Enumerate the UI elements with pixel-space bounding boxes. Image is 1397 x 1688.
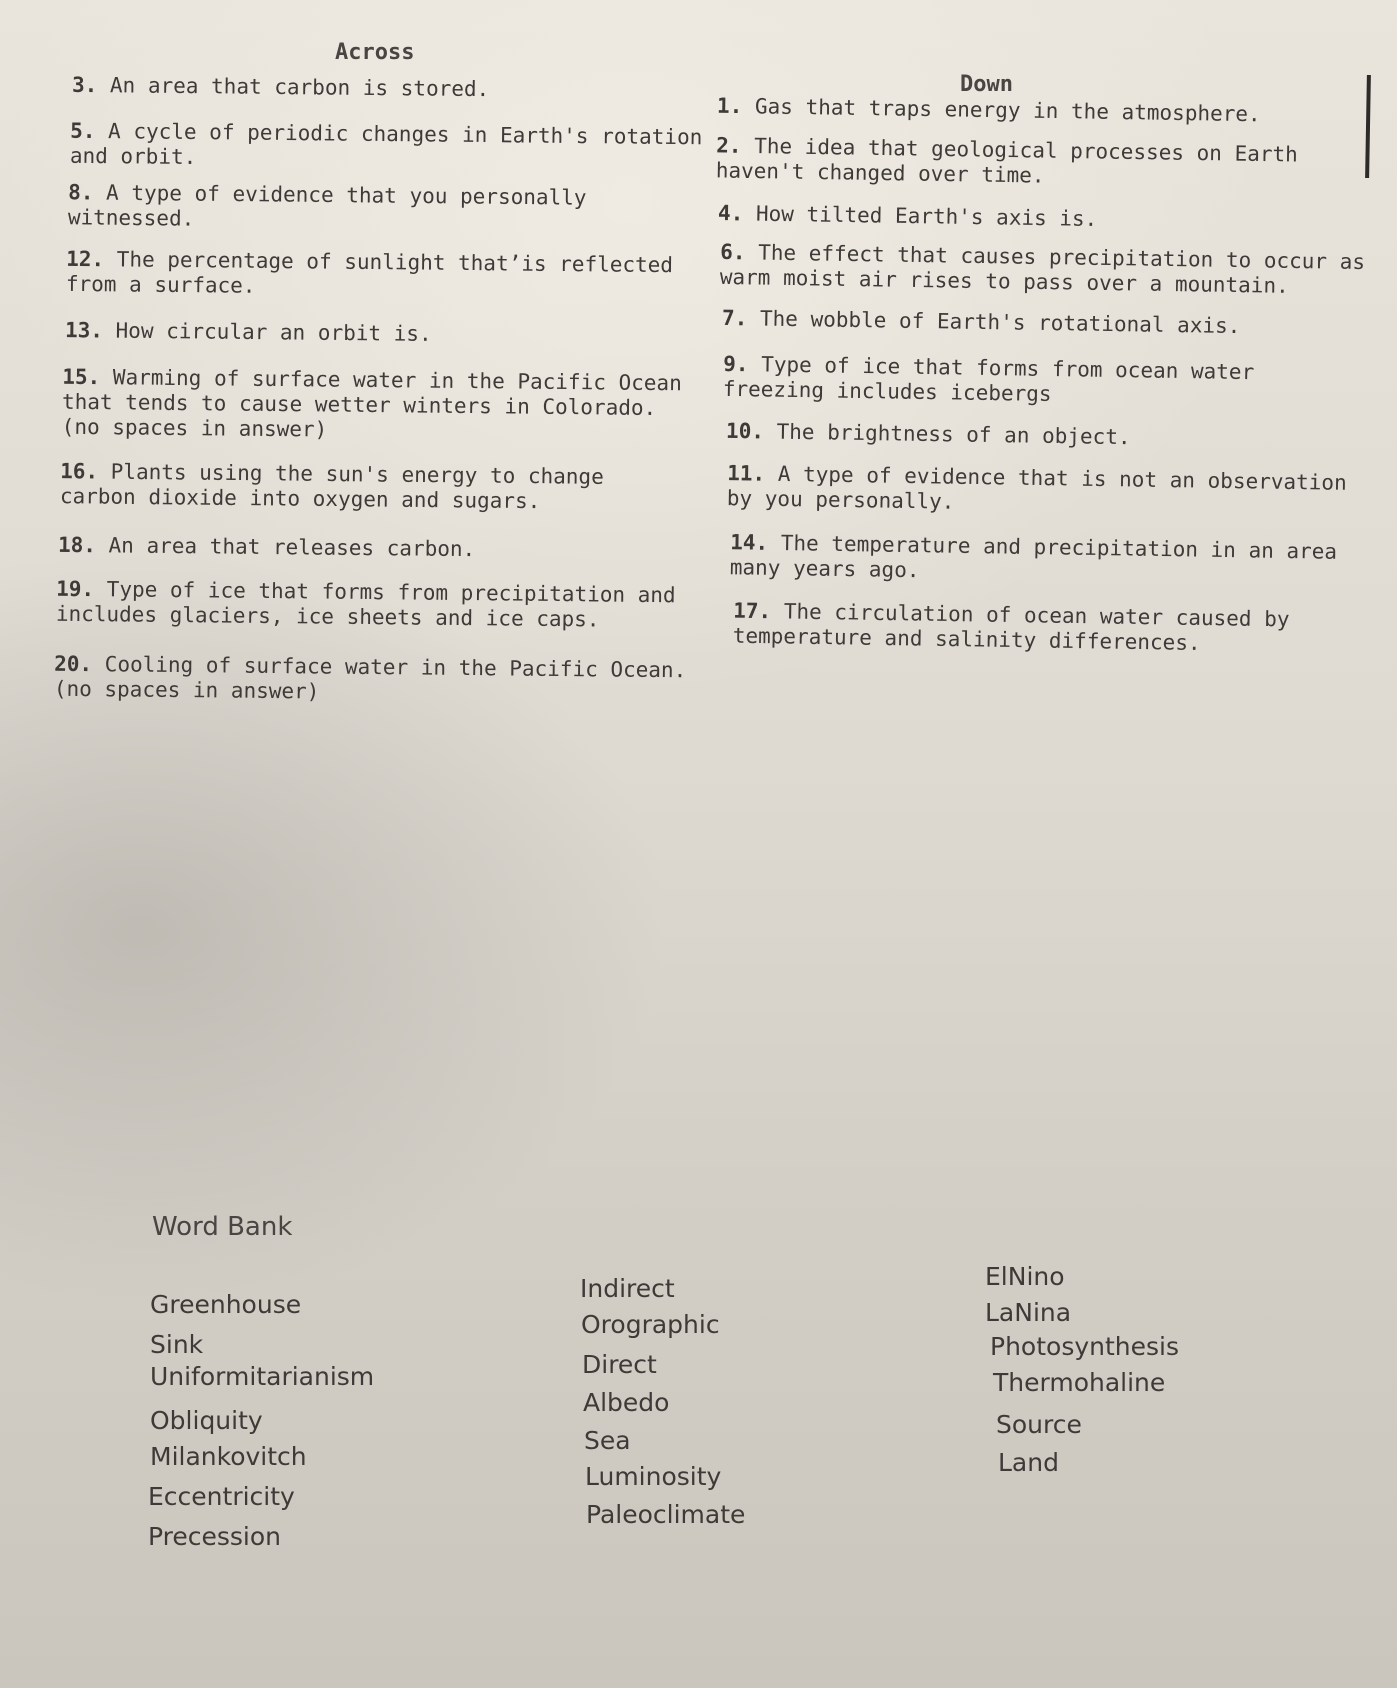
across-clue-15: 15. Warming of surface water in the Pacific Ocean that tends to cause wetter winters in Colorado. (no spaces in answer) [61, 364, 682, 442]
word-bank-item: Thermohaline [993, 1368, 1166, 1397]
down-clue-9: 9. Type of ice that forms from ocean water freezing includes icebergs [722, 351, 1255, 406]
down-clue-14: 14. The temperature and precipitation in an area many years ago. [729, 530, 1338, 583]
word-bank-item: Greenhouse [150, 1290, 302, 1319]
across-clue-19: 19. Type of ice that forms from precipitation and includes glaciers, ice sheets and ice caps. [55, 576, 676, 632]
down-clue-4: 4. How tilted Earth's axis is. [717, 201, 1098, 231]
across-clue-8: 8. A type of evidence that you personally witnessed. [67, 180, 587, 231]
word-bank-item: Eccentricity [148, 1482, 295, 1511]
word-bank-item: Photosynthesis [990, 1332, 1180, 1361]
pen-mark [1365, 75, 1371, 178]
word-bank-item: Direct [582, 1350, 657, 1379]
across-clue-16: 16. Plants using the sun's energy to change carbon dioxide into oxygen and sugars. [59, 459, 604, 514]
word-bank-item: Paleoclimate [586, 1500, 746, 1529]
word-bank-item: Precession [148, 1522, 282, 1551]
across-heading: Across [335, 40, 415, 65]
word-bank-item: LaNina [985, 1298, 1072, 1327]
word-bank-item: Uniformitarianism [150, 1362, 375, 1391]
down-heading: Down [960, 72, 1013, 97]
word-bank-item: Indirect [580, 1274, 675, 1303]
word-bank-title: Word Bank [152, 1212, 293, 1242]
word-bank-item: Albedo [583, 1388, 670, 1417]
word-bank-item: Milankovitch [150, 1442, 307, 1471]
down-clue-17: 17. The circulation of ocean water caused by temperature and salinity differences. [732, 598, 1290, 655]
word-bank-item: Land [998, 1448, 1059, 1477]
down-clue-7: 7. The wobble of Earth's rotational axis. [721, 305, 1241, 339]
down-clue-2: 2. The idea that geological processes on Earth haven't changed over time. [715, 133, 1298, 188]
across-clue-18: 18. An area that releases carbon. [57, 532, 476, 562]
down-clue-6: 6. The effect that causes precipitation to occur as warm moist air rises to pass over a mountain. [719, 239, 1366, 298]
across-clue-20: 20. Cooling of surface water in the Pacific Ocean. (no spaces in answer) [53, 651, 687, 704]
word-bank-item: Sea [584, 1426, 631, 1455]
word-bank-item: Luminosity [585, 1462, 722, 1491]
word-bank-item: Orographic [581, 1310, 720, 1339]
down-clue-1: 1. Gas that traps energy in the atmosphere. [716, 93, 1261, 127]
across-clue-5: 5. A cycle of periodic changes in Earth's rotation and orbit. [69, 118, 703, 170]
word-bank-item: ElNino [985, 1262, 1065, 1291]
across-clue-13: 13. How circular an orbit is. [64, 318, 432, 346]
down-clue-11: 11. A type of evidence that is not an observation by you personally. [726, 461, 1347, 514]
word-bank-item: Obliquity [150, 1406, 263, 1435]
word-bank-item: Sink [150, 1330, 204, 1359]
down-clue-10: 10. The brightness of an object. [725, 418, 1131, 450]
word-bank-item: Source [996, 1410, 1082, 1439]
across-clue-12: 12. The percentage of sunlight thatʼis reflected from a surface. [65, 246, 674, 298]
across-clue-3: 3. An area that carbon is stored. [71, 72, 490, 102]
